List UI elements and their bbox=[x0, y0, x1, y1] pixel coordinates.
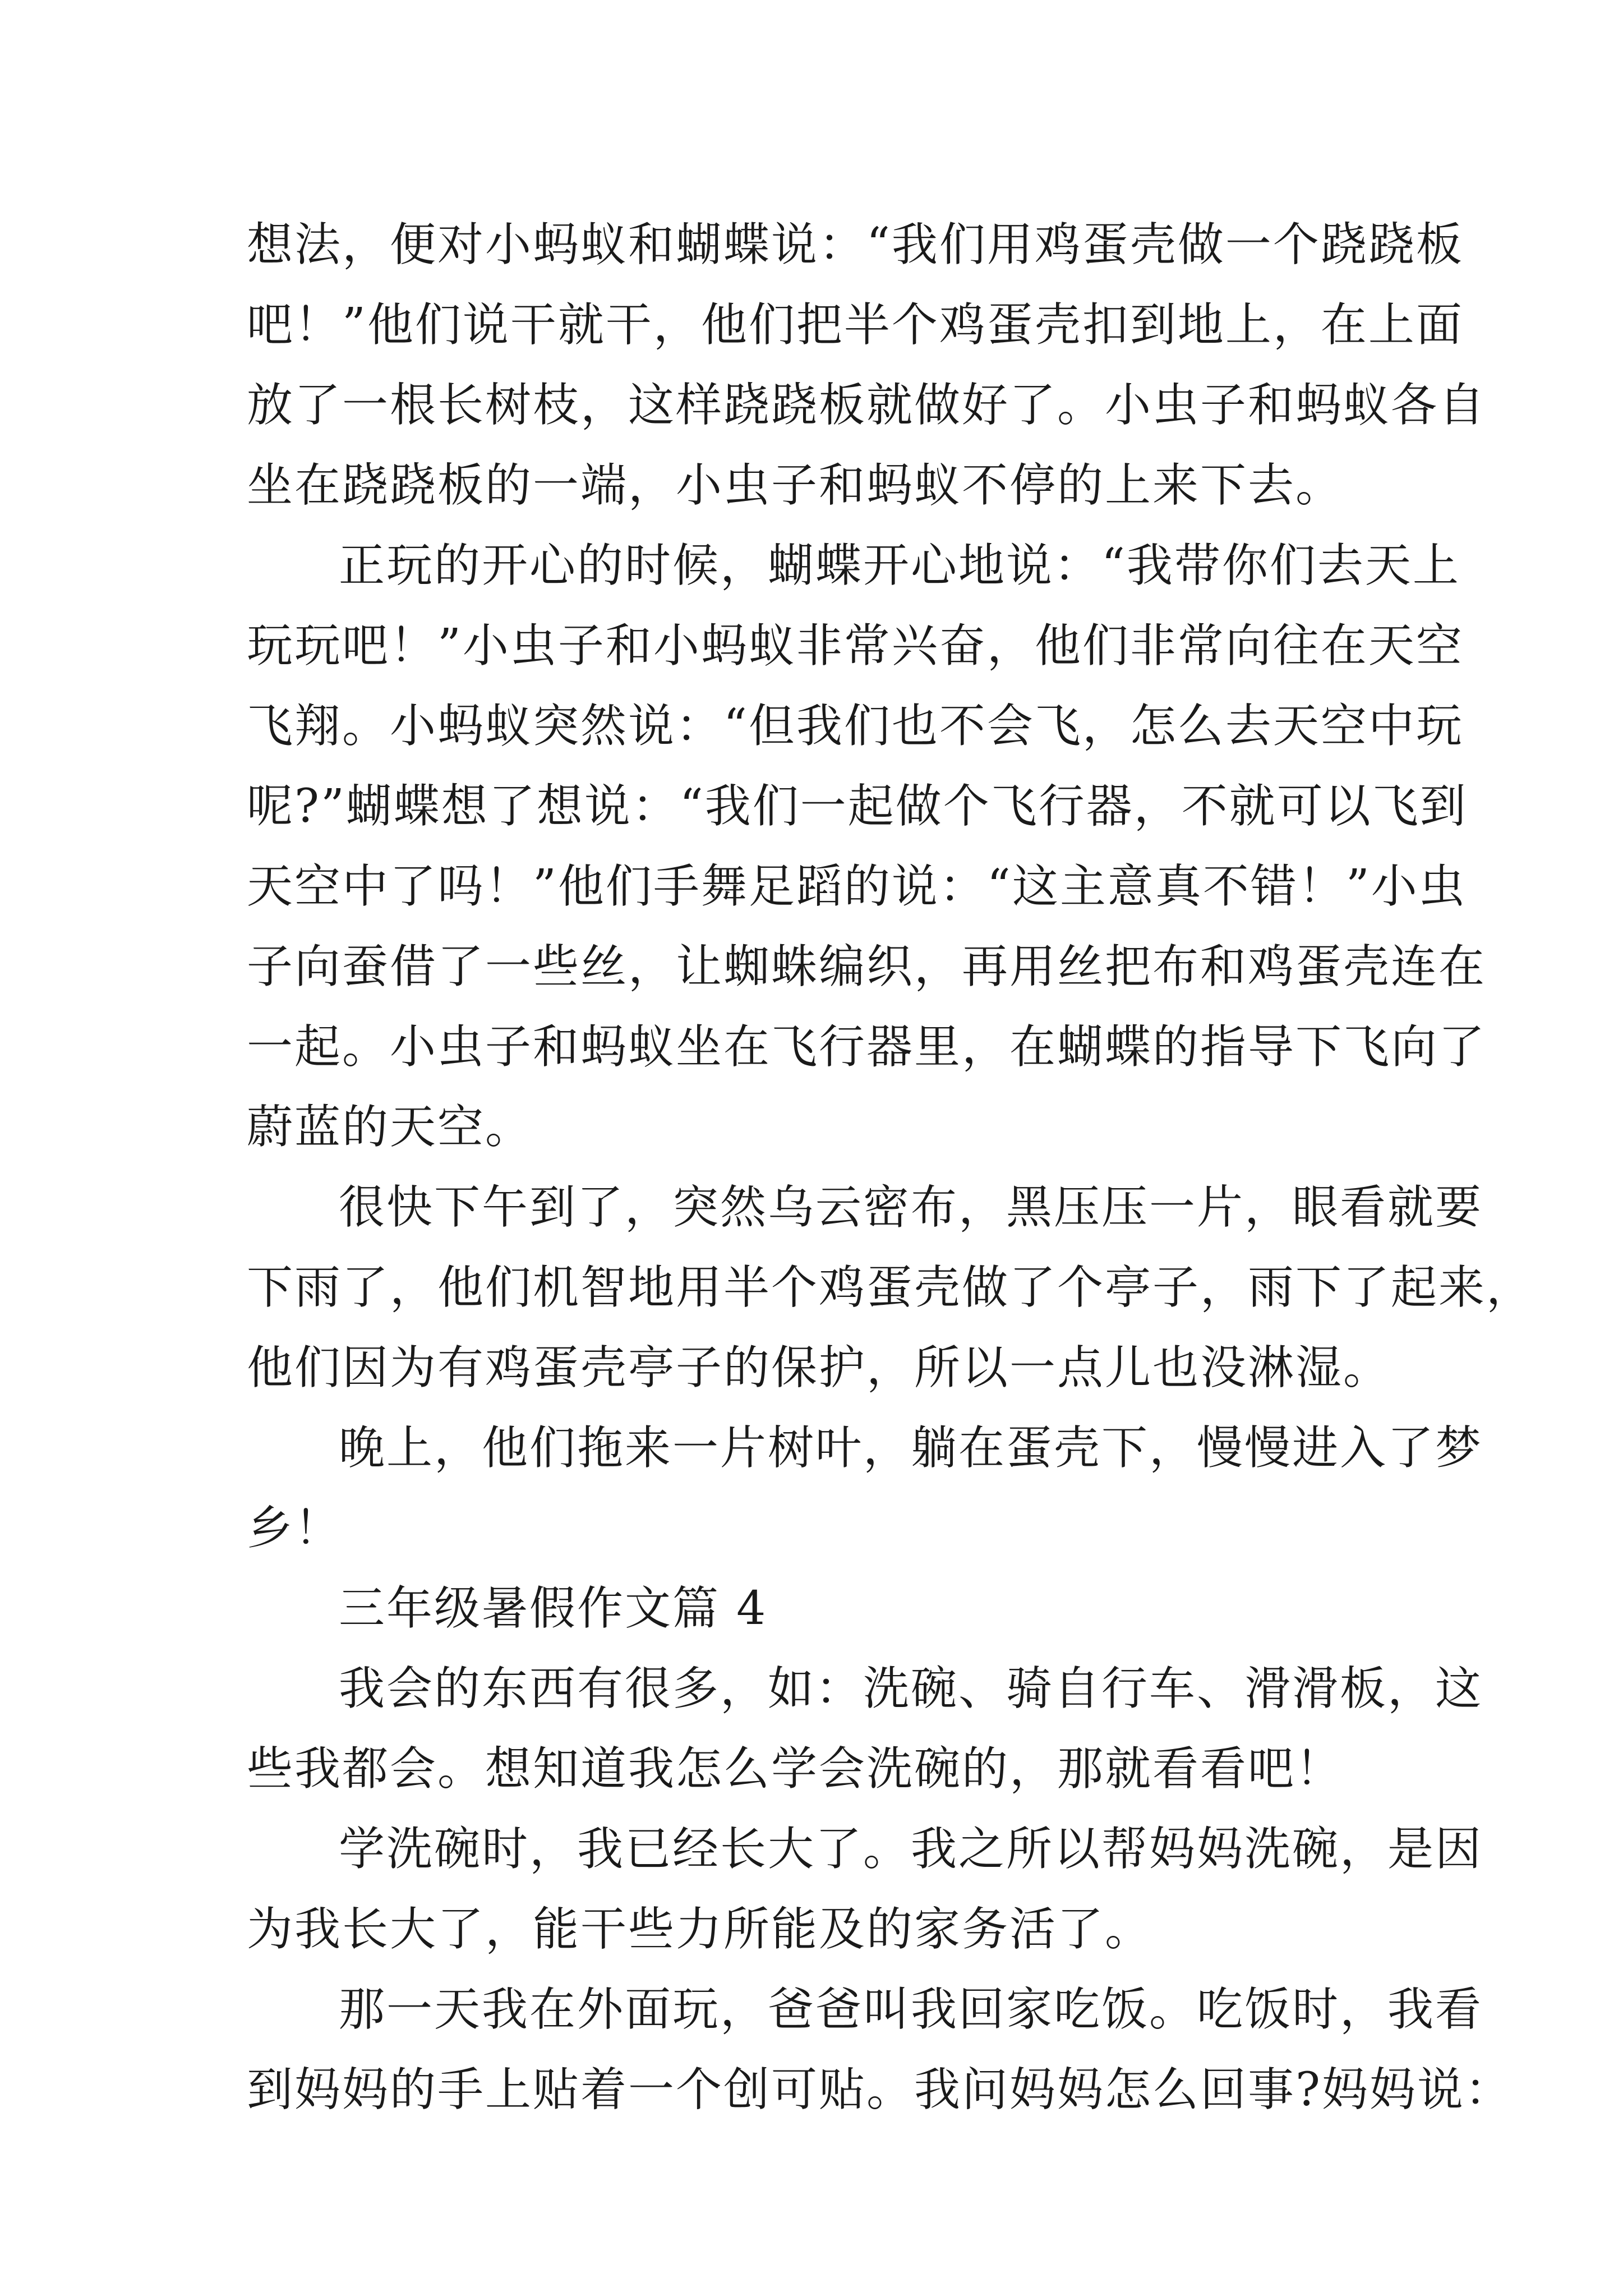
document-body bbox=[247, 205, 1534, 2130]
section-heading: 三年级暑假作文篇 4 bbox=[339, 1582, 768, 1635]
text-line: 吧！”他们说干就干，他们把半个鸡蛋壳扣到地上，在上面 bbox=[247, 298, 1464, 352]
text-line: 他们因为有鸡蛋壳亭子的保护，所以一点儿也没淋湿。 bbox=[247, 1341, 1391, 1395]
text-line: 飞翔。小蚂蚁突然说：“但我们也不会飞，怎么去天空中玩 bbox=[247, 700, 1464, 753]
text-line: 下雨了，他们机智地用半个鸡蛋壳做了个亭子，雨下了起来， bbox=[247, 1261, 1534, 1314]
paragraph-first-line: 我会的东西有很多，如：洗碗、骑自行车、滑滑板，这 bbox=[339, 1662, 1483, 1715]
paragraph-first-line: 那一天我在外面玩，爸爸叫我回家吃饭。吃饭时，我看 bbox=[339, 1983, 1483, 2036]
text-line: 蔚蓝的天空。 bbox=[247, 1101, 533, 1154]
paragraph-first-line: 学洗碗时，我已经长大了。我之所以帮妈妈洗碗，是因 bbox=[339, 1823, 1483, 1876]
text-line: 呢?”蝴蝶想了想说：“我们一起做个飞行器，不就可以飞到 bbox=[247, 780, 1468, 833]
text-line: 玩玩吧！”小虫子和小蚂蚁非常兴奋，他们非常向往在天空 bbox=[247, 619, 1464, 673]
text-line: 到妈妈的手上贴着一个创可贴。我问妈妈怎么回事?妈妈说： bbox=[247, 2063, 1513, 2116]
text-line: 为我长大了，能干些力所能及的家务活了。 bbox=[247, 1903, 1153, 1956]
paragraph-first-line: 正玩的开心的时候，蝴蝶开心地说：“我带你们去天上 bbox=[339, 539, 1460, 592]
paragraph-first-line: 晚上，他们拖来一片树叶，躺在蛋壳下，慢慢进入了梦 bbox=[339, 1421, 1483, 1475]
text-line: 放了一根长树枝，这样跷跷板就做好了。小虫子和蚂蚁各自 bbox=[247, 379, 1487, 432]
text-line: 天空中了吗！”他们手舞足蹈的说：“这主意真不错！”小虫 bbox=[247, 860, 1467, 913]
text-line: 些我都会。想知道我怎么学会洗碗的，那就看看吧！ bbox=[247, 1742, 1344, 1796]
text-line: 乡！ bbox=[247, 1502, 343, 1555]
text-line: 想法，便对小蚂蚁和蝴蝶说：“我们用鸡蛋壳做一个跷跷板 bbox=[247, 218, 1464, 272]
text-line: 子向蚕借了一些丝，让蜘蛛编织，再用丝把布和鸡蛋壳连在 bbox=[247, 940, 1487, 993]
text-line: 坐在跷跷板的一端，小虫子和蚂蚁不停的上来下去。 bbox=[247, 459, 1344, 512]
paragraph-first-line: 很快下午到了，突然乌云密布，黑压压一片，眼看就要 bbox=[339, 1181, 1483, 1234]
text-line: 一起。小虫子和蚂蚁坐在飞行器里，在蝴蝶的指导下飞向了 bbox=[247, 1020, 1487, 1074]
